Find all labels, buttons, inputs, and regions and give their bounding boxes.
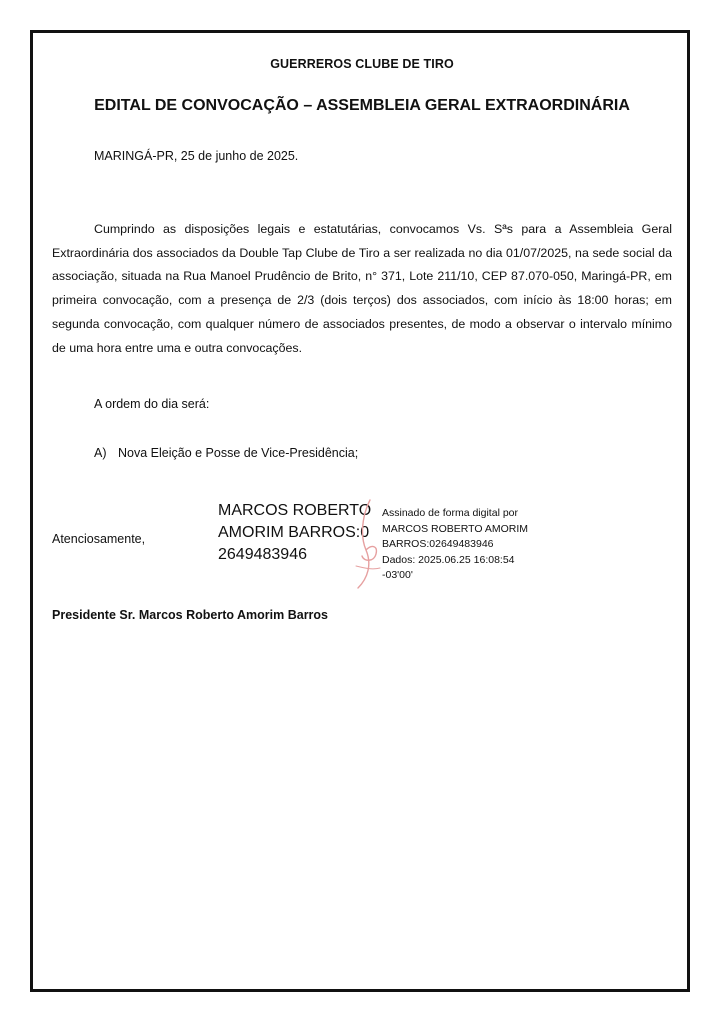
president-line: Presidente Sr. Marcos Roberto Amorim Barros: [52, 608, 329, 622]
signature-detail-line: Dados: 2025.06.25 16:08:54: [382, 553, 515, 566]
signature-detail-line: MARCOS ROBERTO AMORIM: [382, 522, 529, 535]
date-line: MARINGÁ-PR, 25 de junho de 2025.: [94, 149, 299, 163]
signature-details: [382, 506, 557, 584]
signature-detail-line: -03'00': [382, 569, 413, 581]
organization-name: GUERREROS CLUBE DE TIRO: [270, 57, 454, 71]
agenda-item: [94, 446, 358, 460]
signature-mark-icon: [352, 496, 382, 592]
agenda-item-marker: A): [94, 446, 107, 460]
document-title: EDITAL DE CONVOCAÇÃO – ASSEMBLEIA GERAL EXTRAORDINÁRIA: [94, 97, 630, 114]
signature-detail-line: Assinado de forma digital por: [382, 507, 518, 519]
closing-salutation: Atenciosamente,: [52, 532, 146, 546]
signature-detail-line: BARROS:02649483946: [382, 538, 494, 550]
agenda-intro: A ordem do dia será:: [94, 397, 210, 411]
agenda-item-text: Nova Eleição e Posse de Vice-Presidência;: [118, 446, 359, 460]
signature-name-block: MARCOS ROBERTO AMORIM BARROS:02649483946: [218, 502, 372, 563]
body-paragraph: Cumprindo as disposições legais e estatutárias, convocamos Vs. Sªs para a Assembleia Geral Extraordinária dos associados da Double Tap Clube de Tiro a ser realizada no dia 01/07/2025, na sede social da associação, situada na Rua Manoel Prudêncio de Brito, n° 371, Lote 211/10, CEP 87.070-050, Maringá-PR, em primeira convocação, com a presença de 2/3 (dois terços) dos associados, com início às 18:00 horas; em segunda convocação, com qualquer número de associados presentes, de modo a observar o intervalo mínimo de uma hora entre uma e outra convocações.: [52, 222, 672, 355]
